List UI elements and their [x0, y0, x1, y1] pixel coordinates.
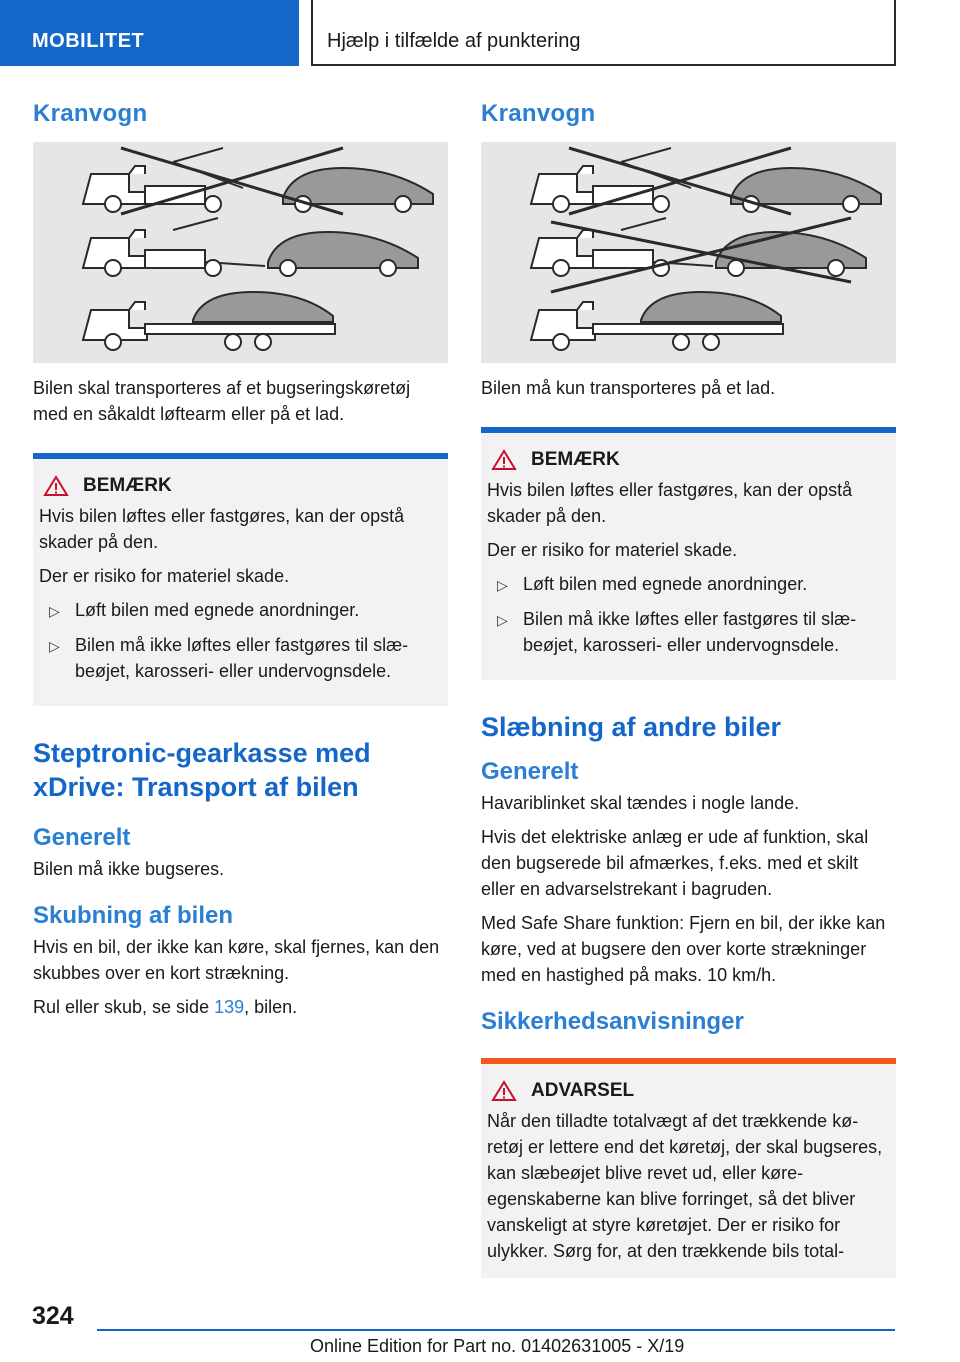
left-notice-title — [39, 475, 440, 497]
bullet-text: Bilen må ikke løftes eller fastgøres til slæbeøjet, karosseri- eller undervognsdele. — [75, 635, 409, 681]
right-column — [481, 100, 896, 1278]
right-caption: Bilen må kun transporteres på et lad. — [481, 378, 776, 398]
bullet-triangle-icon: ▷ — [49, 603, 60, 619]
left-notice-p1: Hvis bilen løftes eller fastgøres, kan der opstå skader på den. — [39, 506, 405, 552]
header-chapter: Hjælp i tilfælde af punktering — [311, 0, 896, 66]
warning-triangle-icon — [491, 1080, 517, 1102]
right-warning-label: ADVARSEL — [531, 1080, 635, 1101]
page-link[interactable]: 139 — [214, 997, 245, 1017]
right-notice-title — [487, 449, 888, 471]
right-generelt-p3: Med Safe Share funktion: Fjern en bil, der ikke kan køre, ved at bugsere den over korte strækninger med en hastighed på maks. 10 km/h. — [481, 913, 886, 985]
list-item — [39, 597, 440, 624]
rul-suffix: , bilen. — [244, 997, 298, 1017]
bullet-text: Løft bilen med egnede anordninger. — [75, 600, 360, 620]
tow-truck-illustration-right — [481, 142, 896, 363]
bullet-triangle-icon: ▷ — [497, 577, 508, 593]
right-generelt-title: Generelt — [481, 758, 579, 785]
list-item — [487, 606, 888, 658]
warning-triangle-icon — [43, 475, 69, 497]
bullet-triangle-icon: ▷ — [497, 612, 508, 628]
right-generelt-p1: Havariblinket skal tændes i nogle lande. — [481, 793, 800, 813]
left-generelt-title: Generelt — [33, 824, 131, 851]
right-section-title: Slæbning af andre biler — [481, 712, 782, 742]
left-generelt-text: Bilen må ikke bugseres. — [33, 859, 225, 879]
right-warning-box — [481, 1058, 896, 1278]
right-generelt-p2: Hvis det elektriske anlæg er ude af funktion, skal den bugserede bil afmærkes, f.eks. med et skilt eller en advarselstrekant i bagruden. — [481, 827, 869, 899]
header-section: MOBILITET — [0, 0, 299, 66]
right-notice-box — [481, 427, 896, 680]
left-caption: Bilen skal transporteres af et bugseringskøretøj med en såkaldt løftearm eller på et lad. — [33, 378, 411, 424]
list-item — [487, 571, 888, 598]
footer-divider — [97, 1329, 895, 1331]
right-notice-p2: Der er risiko for materiel skade. — [487, 540, 738, 560]
left-notice-p2: Der er risiko for materiel skade. — [39, 566, 290, 586]
left-notice-label: BEMÆRK — [83, 475, 172, 496]
list-item — [39, 632, 440, 684]
bullet-text: Bilen må ikke løftes eller fastgøres til slæbeøjet, karosseri- eller undervognsdele. — [523, 609, 857, 655]
left-column — [33, 100, 448, 1028]
right-notice-p1: Hvis bilen løftes eller fastgøres, kan der opstå skader på den. — [487, 480, 853, 526]
tow-truck-illustration-left — [33, 142, 448, 363]
warning-triangle-icon — [491, 449, 517, 471]
footer-edition: Online Edition for Part no. 01402631005 - X/19 — [310, 1336, 685, 1356]
right-heading: Kranvogn — [481, 100, 596, 127]
bullet-text: Løft bilen med egnede anordninger. — [523, 574, 808, 594]
page-number: 324 — [32, 1302, 74, 1330]
right-sikker-title: Sikkerhedsanvisninger — [481, 1008, 744, 1035]
right-warning-title — [487, 1080, 888, 1102]
rul-prefix: Rul eller skub, se side — [33, 997, 215, 1017]
left-notice-box — [33, 453, 448, 706]
bullet-triangle-icon: ▷ — [49, 638, 60, 654]
left-skub-text: Hvis en bil, der ikke kan køre, skal fjernes, kan den skubbes over en kort strækning. — [33, 937, 440, 983]
left-skub-title: Skubning af bilen — [33, 902, 234, 929]
right-warning-text: Når den tilladte totalvægt af det trækkende køretøj er lettere end det køretøj, der skal bugseres, kan slæbeøjet blive revet ud, eller køreegenskaberne kan blive forringet, så det bliver vanskeligt at styre køretøjet. Der er risiko for ulykker. Sørg for, at den trækkende bils total- — [487, 1111, 883, 1261]
left-section-title: Steptronic-gearkasse med xDrive: Transport af bilen — [33, 738, 371, 802]
left-heading: Kranvogn — [33, 100, 148, 127]
right-notice-label: BEMÆRK — [531, 449, 620, 470]
left-rul-text — [33, 994, 448, 1020]
